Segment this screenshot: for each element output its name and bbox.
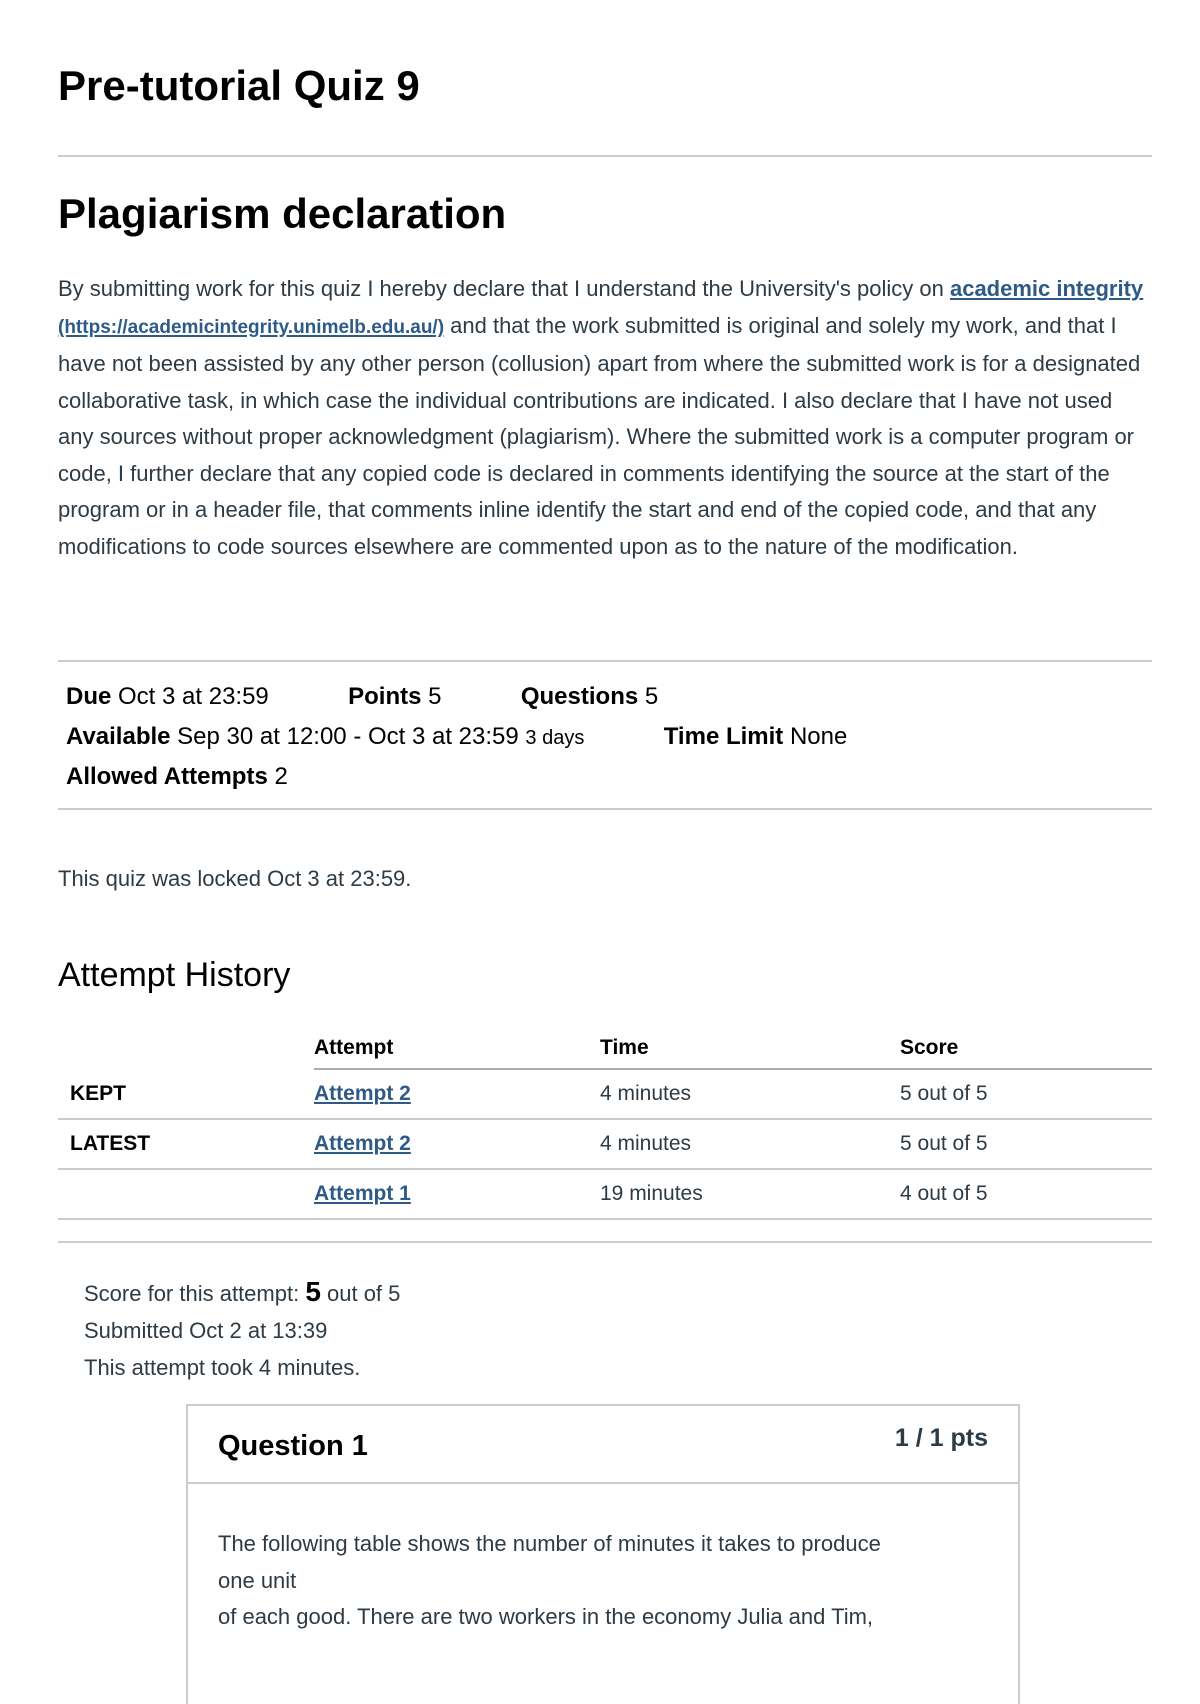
questions-value: 5	[644, 683, 659, 710]
locked-message: This quiz was locked Oct 3 at 23:59.	[58, 866, 412, 891]
divider	[58, 808, 1152, 810]
divider	[58, 155, 1152, 157]
quiz-details-row-1	[66, 683, 658, 711]
attempt-row-label: KEPT	[58, 1069, 314, 1119]
question-text-line: of each good. There are two workers in the economy Julia and Tim,	[218, 1604, 874, 1629]
available-duration: 3 days	[525, 727, 585, 749]
question-title: Question 1	[218, 1430, 368, 1462]
attempt-link[interactable]: Attempt 1	[314, 1182, 411, 1205]
attempt-score-prefix: Score for this attempt:	[84, 1281, 306, 1306]
question-text-line: one unit	[218, 1567, 297, 1593]
attempt-summary	[84, 1273, 400, 1386]
question-text-line: The following table shows the number of minutes it takes to produce	[218, 1531, 881, 1556]
divider	[58, 1241, 1152, 1243]
questions-label: Questions	[520, 683, 639, 710]
page-title: Pre-tutorial Quiz 9	[58, 62, 420, 109]
score-cell: 4 out of 5	[900, 1169, 1152, 1219]
attempt-cell	[314, 1069, 600, 1119]
available-label: Available	[66, 723, 171, 750]
academic-integrity-link-label: academic integrity	[949, 276, 1144, 301]
table-row	[58, 1069, 1152, 1119]
attempt-row-label: LATEST	[58, 1119, 314, 1169]
question-header	[188, 1406, 1018, 1484]
score-cell: 5 out of 5	[900, 1119, 1152, 1169]
points-label: Points	[348, 683, 422, 710]
time-cell: 4 minutes	[600, 1119, 900, 1169]
attempt-history-heading: Attempt History	[58, 956, 291, 994]
time-cell: 4 minutes	[600, 1069, 900, 1119]
declaration-text	[58, 271, 1152, 565]
attempt-score-suffix: out of 5	[320, 1281, 401, 1306]
time-limit-label: Time Limit	[663, 723, 784, 750]
question-card	[186, 1404, 1020, 1704]
column-header-attempt: Attempt	[314, 1016, 600, 1069]
attempt-cell	[314, 1169, 600, 1219]
quiz-details-row-2	[66, 723, 847, 751]
declaration-text-intro: By submitting work for this quiz I hereby declare that I understand the University's policy on	[58, 276, 950, 301]
table-header-row	[58, 1016, 1152, 1069]
attempt-cell	[314, 1119, 600, 1169]
allowed-attempts-label: Allowed Attempts	[66, 763, 268, 790]
attempt-score	[84, 1273, 400, 1312]
column-header-time: Time	[600, 1016, 900, 1069]
column-header-score: Score	[900, 1016, 1152, 1069]
question-body	[218, 1526, 978, 1636]
score-cell: 5 out of 5	[900, 1069, 1152, 1119]
attempt-row-label	[58, 1169, 314, 1219]
due-value: Oct 3 at 23:59	[118, 683, 269, 710]
attempt-submitted: Submitted Oct 2 at 13:39	[84, 1318, 328, 1343]
table-row	[58, 1119, 1152, 1169]
table-row	[58, 1169, 1152, 1219]
available-value: Sep 30 at 12:00 - Oct 3 at 23:59	[177, 723, 519, 750]
column-header	[58, 1016, 314, 1069]
divider	[58, 660, 1152, 662]
attempt-history-table	[58, 1016, 1152, 1220]
attempt-duration: This attempt took 4 minutes.	[84, 1355, 361, 1380]
time-cell: 19 minutes	[600, 1169, 900, 1219]
academic-integrity-link-url: (https://academicintegrity.unimelb.edu.au/)	[58, 316, 445, 338]
quiz-details-row-3	[66, 763, 288, 791]
attempt-link[interactable]: Attempt 2	[314, 1132, 411, 1155]
allowed-attempts-value: 2	[274, 763, 288, 790]
declaration-heading: Plagiarism declaration	[58, 190, 507, 237]
declaration-text-body: and that the work submitted is original and solely my work, and that I have not been assisted by any other person (collusion) apart from where the submitted work is for a designated collaborative task, in which case the individual contributions are indicated. I also declare that I have not used any sources without proper acknowledgment (plagiarism). Where the submitted work is a computer program or code, I further declare that any copied code is declared in comments identifying the source at the start of the program or in a header file, that comments inline identify the start and end of the copied code, and that any modifications to code sources elsewhere are commented upon as to the nature of the modification.	[58, 312, 1141, 559]
attempt-link[interactable]: Attempt 2	[314, 1082, 411, 1105]
points-value: 5	[428, 683, 442, 710]
due-label: Due	[66, 683, 112, 710]
question-points: 1 / 1 pts	[894, 1424, 988, 1452]
time-limit-value: None	[789, 723, 848, 750]
attempt-score-value: 5	[305, 1276, 321, 1307]
